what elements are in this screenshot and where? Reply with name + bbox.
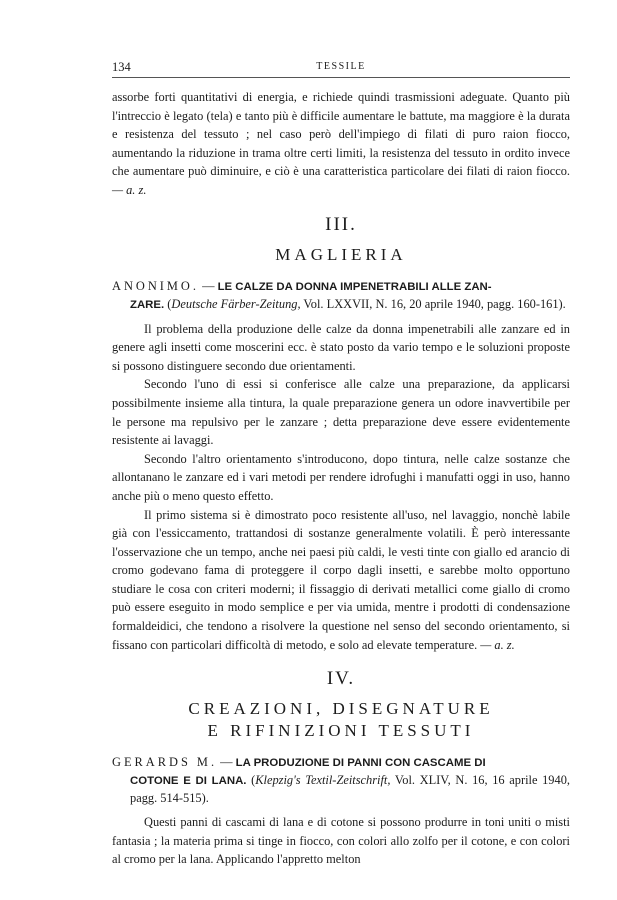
section-3-title: MAGLIERIA: [275, 244, 407, 264]
intro-paragraph: [112, 88, 570, 200]
reference-rest: ZARE. (Deutsche Färber-Zeitung, Vol. LXXVII, N. 16, 20 aprile 1940, pagg. 160-161).: [130, 296, 566, 311]
section-4-reference: [112, 754, 570, 807]
section-4-abstract: [112, 813, 570, 869]
section-4-title-line2: E RIFINIZIONI TESSUTI: [207, 721, 475, 741]
reference-details: Vol. XLIV, N. 16, 16 aprile 1940, pagg. 514-515).: [130, 773, 570, 806]
reference-rest: COTONE E DI LANA. (Klepzig's Textil-Zeitschrift, Vol. XLIV, N. 16, 16 aprile 1940, pagg. 514-515).: [130, 773, 570, 806]
section-4-title-line1: CREAZIONI, DISEGNATURE: [188, 699, 494, 719]
section-3-reference: [112, 278, 570, 314]
reference-journal: Klepzig's Textil-Zeitschrift,: [255, 773, 391, 788]
reference-dash: —: [198, 278, 218, 293]
running-title: TESSILE: [316, 61, 366, 72]
reference-title-line1: LA PRODUZIONE DI PANNI CON CASCAME DI: [235, 757, 486, 770]
reference-title-line2: ZARE.: [130, 298, 165, 311]
intro-signature: — a. z.: [112, 182, 147, 197]
reference-journal: Deutsche Färber-Zeitung,: [171, 296, 301, 311]
section-3-paragraph-4: [112, 506, 570, 655]
section-4-number: IV.: [326, 668, 356, 690]
section-3-abstract: [112, 320, 570, 655]
reference-title-line2: COTONE E DI LANA.: [130, 775, 247, 788]
section-3-number: III.: [325, 213, 357, 235]
page-body: [112, 88, 570, 869]
intro-text: assorbe forti quantitativi di energia, e richiede quindi trasmissioni adeguate. Quanto più l'intreccio è legato (tela) e tanto più è difficile aumentare le battute, ma maggiore è la durata e resistenza del tessuto ; nel caso però dell'impiego di filati di puro raion fiocco, aumentando la riduzione in trama oltre certi limiti, la resistenza del tessuto in ordito invece che aumentare può diminuire, e ciò è una caratteristica particolare dei filati di raion fiocco.: [112, 90, 570, 179]
reference-dash: —: [217, 755, 236, 770]
section-3-paragraph-1: Il problema della produzione delle calze da donna impenetrabili alle zanzare ed in genere agli insetti come moscerini ecc. è stato posto da vario tempo e le soluzioni proposte si possono distinguere secondo due orientamenti.: [112, 321, 570, 373]
page-header: [112, 60, 570, 76]
section-3-signature: — a. z.: [480, 637, 515, 652]
page-number: 134: [112, 60, 131, 74]
section-4-title: [112, 698, 570, 742]
section-3-paragraph-4-text: Il primo sistema si è dimostrato poco resistente all'uso, nel lavaggio, nonchè labile già con l'essiccamento, trattandosi di sostanze generalmente volatili. È però interessante l'osservazione che un tempo, anche nei paesi più caldi, le vesti tinte con giallo ed arancio di cromo godevano fama di proteggere il corpo dagli insetti, e sarebbe molto opportuno studiare le cosa con criteri moderni; il fissaggio di derivati metallici come giallo di cromo può essere eseguito in modo semplice e per via umida, mentre i prodotti di condensazione formaldeidici, che tendono a risolvere la questione nel senso del secondo orientamento, si fissano con particolari difficoltà di metodo, e solo ad elevate temperature.: [112, 507, 570, 652]
section-3-paragraph-3: Secondo l'altro orientamento s'introducono, dopo tintura, nelle calze sostanze che allontanano le zanzare ed i vari metodi per rendere idrofughi i manufatti oggi in uso, hanno anche più o meno questo effetto.: [112, 451, 570, 503]
reference-author: ANONIMO.: [112, 278, 199, 293]
section-3-paragraph-2: Secondo l'uno di essi si conferisce alle calze una preparazione, da applicarsi possibilmente insieme alla tintura, la quale preparazione genera un odore inavvertibile per le persone ma repulsivo per le zanzare ; detta preparazione deve essere evidentemente resistente ai lavaggi.: [112, 377, 570, 448]
header-rule: [112, 77, 570, 78]
reference-author: GERARDS M.: [112, 755, 218, 770]
section-4-paragraph-1: Questi panni di cascami di lana e di cotone si possono produrre in toni uniti o misti fantasia ; la materia prima si tinge in fiocco, con colori allo zolfo per il cotone, e con colori al cromo per la lana. Applicando l'appretto melton: [112, 815, 570, 867]
reference-title-line1: LE CALZE DA DONNA IMPENETRABILI ALLE ZAN-: [217, 280, 492, 293]
reference-details: Vol. LXXVII, N. 16, 20 aprile 1940, pagg. 160-161).: [300, 296, 566, 311]
